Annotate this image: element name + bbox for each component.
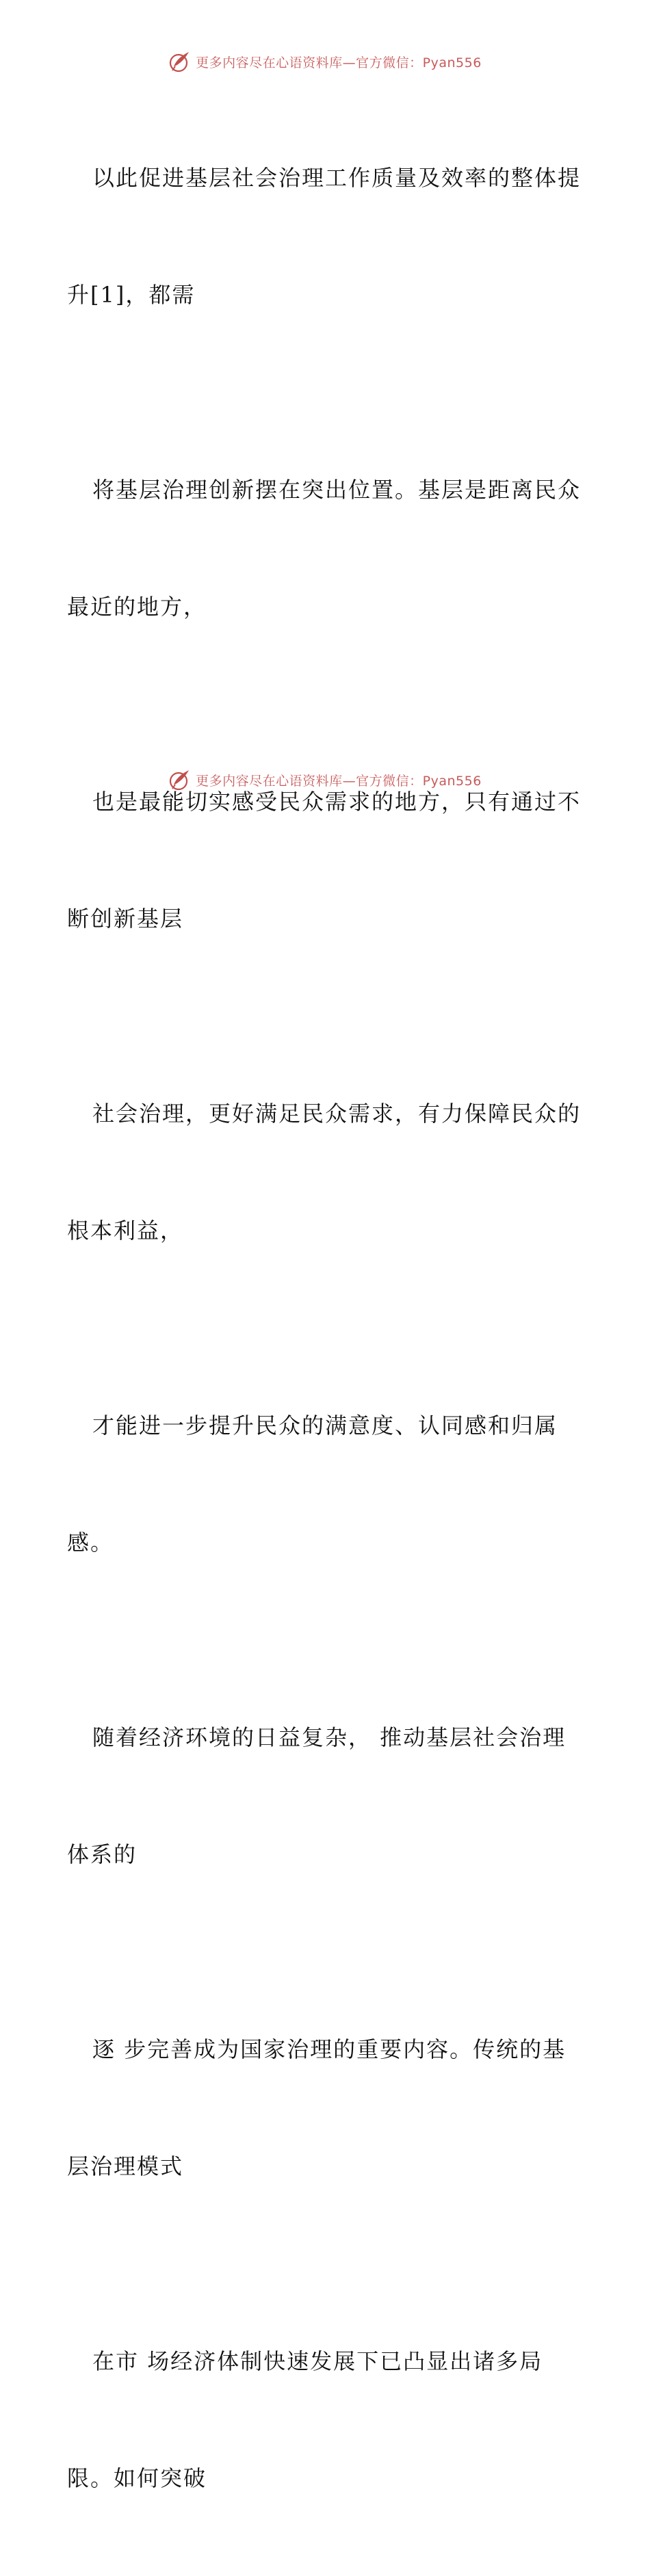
paragraph-line: 限。如何突破 xyxy=(67,2465,207,2491)
footer-watermark xyxy=(0,766,650,793)
paragraph-line: 以此促进基层社会治理工作质量及效率的整体提 xyxy=(92,165,582,191)
paragraph-line: 将基层治理创新摆在突出位置。基层是距离民众 xyxy=(92,477,582,503)
paragraph-5 xyxy=(67,1328,594,1640)
paragraph-6 xyxy=(67,1640,594,1952)
paragraph-line: 也是最能切实感受民众需求的地方，只有通过不 xyxy=(92,789,582,815)
paragraph-line: 社会治理，更好满足民众需求，有力保障民众的 xyxy=(92,1101,582,1127)
paragraph-line: 最近的地方， xyxy=(67,594,207,620)
document-body xyxy=(67,81,594,2576)
header-watermark-text: 更多内容尽在心语资料库—官方微信：Pyan556 xyxy=(196,55,482,70)
paragraph-line: 层治理模式 xyxy=(67,2153,184,2179)
paragraph-line: 感。 xyxy=(67,1529,114,1555)
quill-logo-icon xyxy=(168,768,192,791)
paragraph-line: 在市 场经济体制快速发展下已凸显出诸多局 xyxy=(92,2348,543,2374)
paragraph-4 xyxy=(67,1016,594,1328)
paragraph-line: 体系的 xyxy=(67,1841,138,1867)
paragraph-7 xyxy=(67,1952,594,2264)
paragraph-line: 随着经济环境的日益复杂， 推动基层社会治理 xyxy=(92,1724,567,1750)
paragraph-2 xyxy=(67,393,594,705)
paragraph-line: 才能进一步提升民众的满意度、认同感和归属 xyxy=(92,1412,558,1438)
header-watermark xyxy=(0,48,650,75)
footer-watermark-text: 更多内容尽在心语资料库—官方微信：Pyan556 xyxy=(196,773,482,789)
paragraph-line: 根本利益， xyxy=(67,1218,184,1244)
quill-logo-icon xyxy=(168,50,192,73)
paragraph-line: 逐 步完善成为国家治理的重要内容。传统的基 xyxy=(92,2036,567,2062)
paragraph-8 xyxy=(67,2264,594,2576)
paragraph-line: 升[1]，都需 xyxy=(67,282,196,308)
paragraph-line: 断创新基层 xyxy=(67,906,184,932)
paragraph-3 xyxy=(67,705,594,1016)
paragraph-1 xyxy=(67,81,594,393)
